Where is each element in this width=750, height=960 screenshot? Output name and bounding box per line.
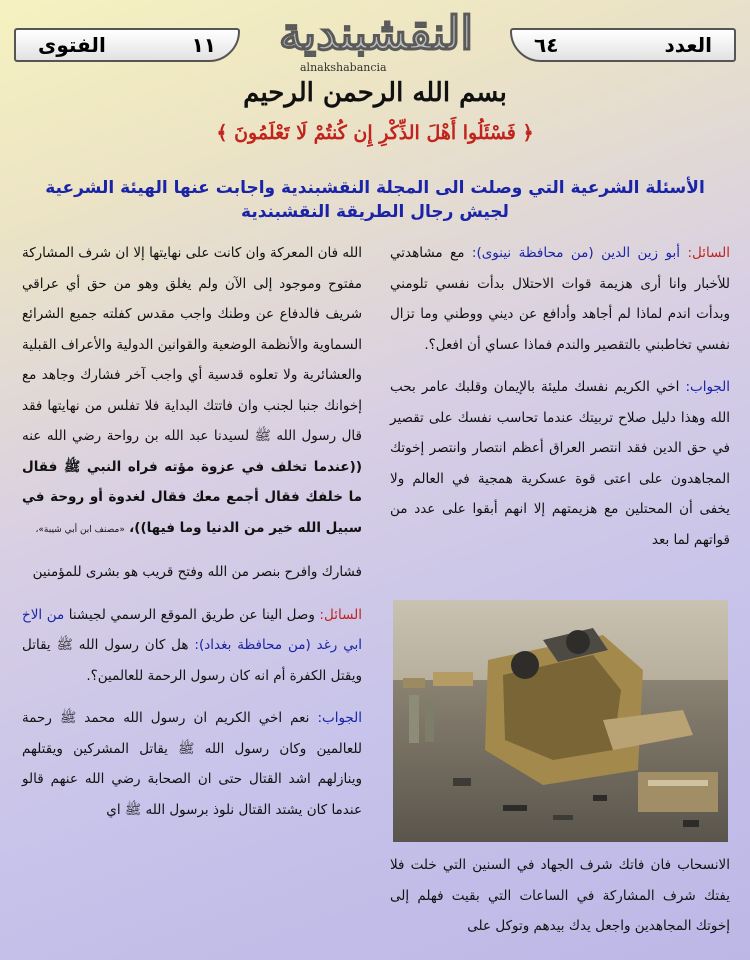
- answer-1-text: اخي الكريم نفسك مليئة بالإيمان وقلبك عامر بحب الله وهذا دليل صلاح تربيتك عندما تحاسب نفسك على تقصير في حق الدين فقد انتصر العراق أعظم انتصار وانتصر إخوتك المجاهدون على اعتى قوة عسكرية همجية في العالم ولا يخفى أن المحتلين مع هزيمتهم إلا انهم أبقوا على عدد من قواتهم لما بعد: [390, 379, 730, 548]
- hadith-quote: ((عندما تخلف في عزوة مؤته فراه النبي ﷺ فقال ما خلفك فقال أجمع معك فقال لغدوة أو روحة في سبيل الله خير من الدنيا وما فيها))،: [22, 458, 362, 536]
- issue-number: ٦٤: [534, 33, 559, 57]
- question-2-text-2: هل كان رسول الله ﷺ يقاتل ويقتل الكفرة أم انه كان رسول الرحمة للعالمين؟.: [22, 637, 362, 684]
- question-1-name: أبو زين الدين (من محافظة نينوى):: [471, 245, 680, 261]
- fatwa-banner: [14, 28, 240, 62]
- question-2-label: السائل:: [319, 606, 362, 623]
- question-1: [390, 238, 730, 360]
- question-1-label: السائل:: [687, 245, 731, 261]
- continuation-text: الانسحاب فان فاتك شرف الجهاد في السنين التي خلت فلا يفتك شرف المشاركة في الساعات التي بقيت فهلم إلى إخوتك المجاهدين واجعل يدك بيدهم وتوكل على: [390, 857, 730, 934]
- question-1-text: مع مشاهدتي للأخبار وانا أرى هزيمة قوات الاحتلال بدأت نفسي تلومني وبدأت اندم لماذا لم أجاهد وأدافع عن ديني ووطني وما تزال نفسي تخاطبني بالتقصير والندم فماذا عساي أن افعل؟.: [390, 245, 730, 353]
- answer-2: [22, 703, 362, 825]
- question-2: [22, 600, 362, 692]
- fatwa-number: ١١: [191, 33, 216, 57]
- answer-2-text: نعم اخي الكريم ان رسول الله محمد ﷺ رحمة للعالمين وكان رسول الله ﷺ يقاتل المشركين ويقتلهم وينازلهم اشد القتال حتى ان الصحابة رضي الله عنهم قالو عندما كان يشتد القتال نلوذ برسول الله ﷺ اي: [22, 710, 362, 818]
- left-paragraph-1-text: الله فان المعركة وان كانت على نهايتها إلا ان شرف المشاركة مفتوح وموجود إلى الآن ولم يغلق وهو من حق أي عراقي شريف فالدفاع عن وطنك واجب مقدس كفلته جميع الشرائع السماوية والأنظمة الوضعية والقوانين الدولية والأعراف القبلية والعشائرية ولا تعلوه قدسية أي واجب آخر فشارك وجاهد مع إخوانك جنبا لجنب وان فاتتك البداية فلا تفلس من نهايتها فقد قال رسول الله ﷺ لسيدنا عبد الله بن رواحة رضي الله عنه: [22, 245, 362, 444]
- answer-1: [390, 372, 730, 555]
- logo-subtitle: alnakshabancia: [300, 61, 387, 74]
- destroyed-vehicle-photo: [393, 600, 728, 842]
- issue-label: العدد: [664, 33, 712, 57]
- headline-line-2: لجيش رجال الطريقة النقشبندية: [241, 202, 509, 222]
- headline-line-1: الأسئلة الشرعية التي وصلت الى المجلة النقشبندية واجابت عنها الهيئة الشرعية: [45, 178, 705, 198]
- basmala: بسم الله الرحمن الرحيم: [243, 78, 507, 108]
- answer-1-label: الجواب:: [685, 379, 730, 395]
- answer-2-label: الجواب:: [317, 710, 362, 726]
- right-column-continuation: [390, 850, 730, 954]
- right-column: [390, 238, 730, 567]
- hadith-source: «مصنف ابن أبي شيبة»،: [35, 524, 125, 535]
- fatwa-label: الفتوى: [38, 33, 106, 57]
- issue-banner: [510, 28, 736, 62]
- question-2-text-1: وصل الينا عن طريق الموقع الرسمي لجيشنا: [68, 606, 315, 623]
- quran-verse: ﴿ فَسْئَلُوا أَهْلَ الذِّكْرِ إِن كُنتُمْ لَا تَعْلَمُونَ ﴾: [216, 122, 534, 144]
- question-2-name: من الاخ ابي رغد (من محافظة بغداد):: [22, 606, 362, 653]
- magazine-logo: [270, 2, 482, 76]
- page-headline: [40, 176, 710, 224]
- left-paragraph-2: فشارك وافرح بنصر من الله وفتح قريب هو بشرى للمؤمنين: [32, 564, 362, 580]
- left-paragraph-1: [22, 238, 362, 545]
- logo-title: النقشبندية: [278, 6, 474, 60]
- left-column: [22, 238, 362, 837]
- photo-illustration: [393, 600, 728, 842]
